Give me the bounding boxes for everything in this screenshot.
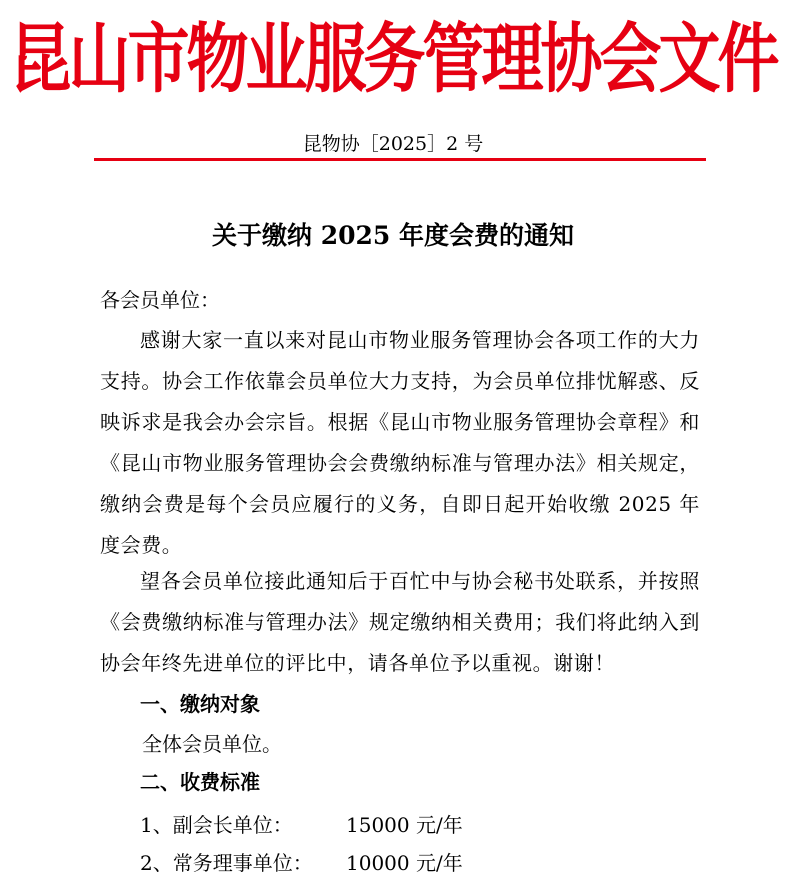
fee-label: 1、副会长单位： — [140, 813, 293, 837]
fee-row — [140, 811, 463, 839]
document-number: 昆物协［2025］2 号 — [302, 133, 484, 155]
salutation: 各会员单位： — [100, 288, 220, 312]
section-text-payment-target: 全体会员单位。 — [142, 732, 282, 756]
fee-row — [140, 849, 463, 877]
fee-amount: 15000 元/年 — [346, 813, 463, 837]
section-heading-payment-target: 一、缴纳对象 — [140, 692, 260, 716]
notice-title: 关于缴纳 2025 年度会费的通知 — [212, 221, 574, 250]
section-heading-fee-standard: 二、收费标准 — [140, 770, 260, 794]
red-divider-line — [94, 158, 706, 161]
fee-label: 2、常务理事单位： — [140, 851, 313, 875]
fee-amount: 10000 元/年 — [346, 851, 463, 875]
body-paragraph-1: 感谢大家一直以来对昆山市物业服务管理协会各项工作的大力支持。协会工作依靠会员单位大力支持，为会员单位排忧解惑、反映诉求是我会办会宗旨。根据《昆山市物业服务管理协会章程》和《昆山市物业服务管理协会会费缴纳标准与管理办法》相关规定，缴纳会费是每个会员应履行的义务，自即日起开始收缴 2025 年度会费。 — [100, 328, 700, 557]
document-header-title: 昆山市物业服务管理协会文件 — [9, 14, 777, 104]
body-paragraph-2: 望各会员单位接此通知后于百忙中与协会秘书处联系，并按照《会费缴纳标准与管理办法》规定缴纳相关费用；我们将此纳入到协会年终先进单位的评比中，请各单位予以重视。谢谢！ — [100, 569, 700, 675]
